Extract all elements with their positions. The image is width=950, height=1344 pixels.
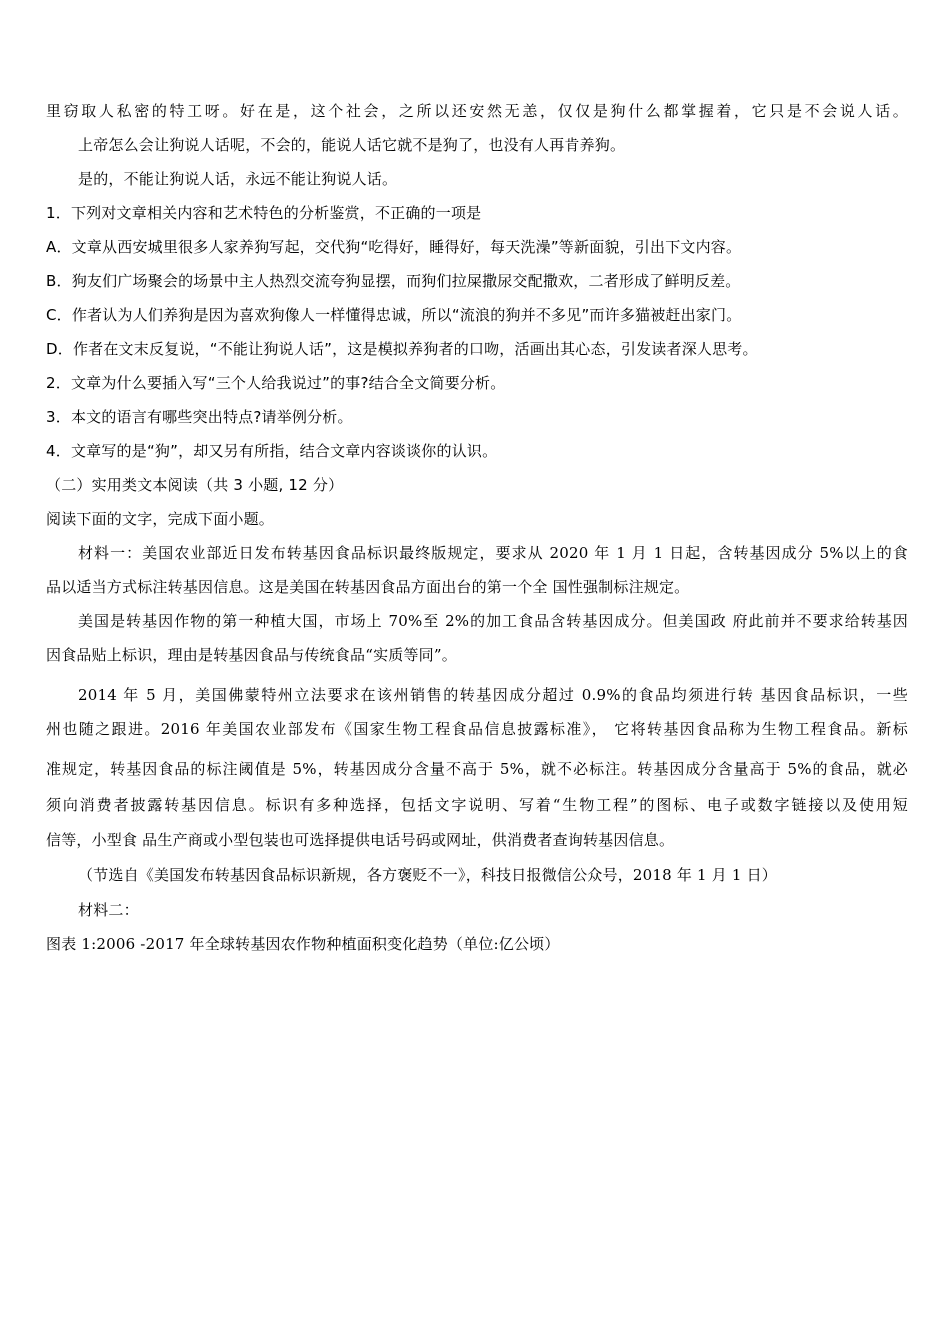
story-line-1: 里窃取人私密的特工呀。好在是，这个社会，之所以还安然无恙，仅仅是狗什么都掌握着，它只是不会说人话。	[46, 102, 908, 120]
material-1-paragraph-3-line-4: 须向消费者披露转基因信息。标识有多种选择，包括文字说明、写着“生物工程”的图标、电子或数字链接以及使用短	[46, 796, 908, 814]
material-1-paragraph-3-line-5: 信等，小型食 品生产商或小型包装也可选择提供电话号码或网址，供消费者查询转基因信息。	[46, 831, 675, 849]
question-1-option-b: B．狗友们广场聚会的场景中主人热烈交流夸狗显摆，而狗们拉屎撒尿交配撒欢，二者形成了鲜明反差。	[46, 272, 741, 290]
question-4: 4．文章写的是“狗”，却又另有所指，结合文章内容谈谈你的认识。	[46, 442, 498, 460]
question-1-stem: 1．下列对文章相关内容和艺术特色的分析鉴赏，不正确的一项是	[46, 204, 482, 222]
material-1-paragraph-3-line-3: 准规定，转基因食品的标注阈值是 5%，转基因成分含量不高于 5%，就不必标注。转基因成分含量高于 5%的食品，就必	[46, 760, 908, 778]
question-2: 2．文章为什么要插入写“三个人给我说过”的事?结合全文简要分析。	[46, 374, 506, 392]
section-heading: （二）实用类文本阅读（共 3 小题, 12 分）	[46, 476, 344, 494]
question-3: 3．本文的语言有哪些突出特点?请举例分析。	[46, 408, 353, 426]
material-2-label: 材料二：	[78, 901, 139, 919]
question-1-option-c: C．作者认为人们养狗是因为喜欢狗像人一样懂得忠诚，所以“流浪的狗并不多见”而许多猫被赶出家门。	[46, 306, 742, 324]
material-1-source: （节选自《美国发布转基因食品标识新规，各方褒贬不一》，科技日报微信公众号，2018 年 1 月 1 日）	[78, 866, 778, 884]
section-instruction: 阅读下面的文字，完成下面小题。	[46, 510, 275, 528]
story-line-2: 上帝怎么会让狗说人话呢，不会的，能说人话它就不是狗了，也没有人再肯养狗。	[78, 136, 626, 154]
material-1-paragraph-2-line-2: 因食品贴上标识，理由是转基因食品与传统食品“实质等同”。	[46, 646, 457, 664]
material-1-paragraph-3-line-1: 2014 年 5 月，美国佛蒙特州立法要求在该州销售的转基因成分超过 0.9%的食品均须进行转 基因食品标识，一些	[78, 686, 908, 704]
question-1-option-a: A．文章从西安城里很多人家养狗写起，交代狗“吃得好，睡得好，每天洗澡”等新面貌，引出下文内容。	[46, 238, 742, 256]
figure-caption: 图表 1:2006 -2017 年全球转基因农作物种植面积变化趋势（单位:亿公顷）	[46, 935, 560, 953]
material-1-paragraph-1-line-1: 材料一：美国农业部近日发布转基因食品标识最终版规定，要求从 2020 年 1 月 1 日起，含转基因成分 5%以上的食	[78, 544, 908, 562]
material-1-paragraph-1-line-2: 品以适当方式标注转基因信息。这是美国在转基因食品方面出台的第一个全 国性强制标注规定。	[46, 578, 690, 596]
question-1-option-d: D．作者在文末反复说，“不能让狗说人话”，这是模拟养狗者的口吻，活画出其心态，引发读者深人思考。	[46, 340, 758, 358]
material-1-paragraph-2-line-1: 美国是转基因作物的第一种植大国，市场上 70%至 2%的加工食品含转基因成分。但美国政 府此前并不要求给转基因	[78, 612, 908, 630]
material-1-paragraph-3-line-2: 州也随之跟进。2016 年美国农业部发布《国家生物工程食品信息披露标准》， 它将转基因食品称为生物工程食品。新标	[46, 720, 908, 738]
story-line-3: 是的，不能让狗说人话，永远不能让狗说人话。	[78, 170, 398, 188]
